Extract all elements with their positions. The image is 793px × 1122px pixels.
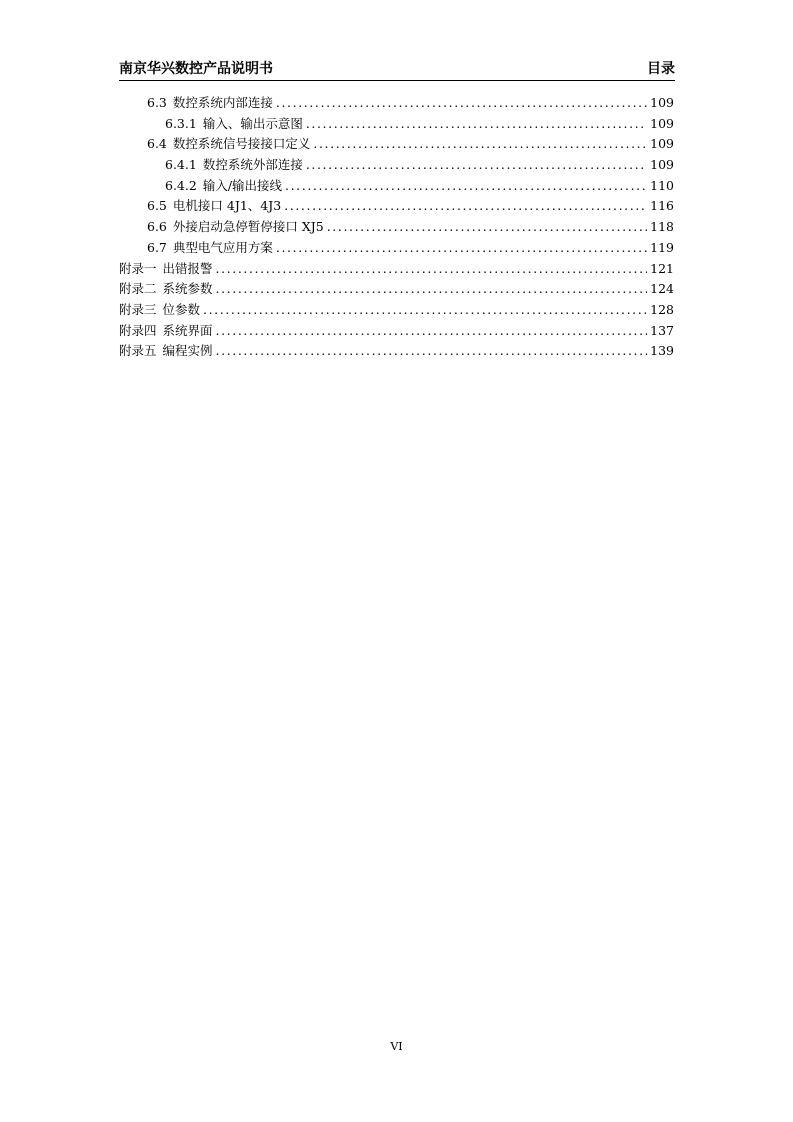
toc-entry-number: 附录二 xyxy=(119,281,157,297)
toc-entry[interactable] xyxy=(119,259,674,280)
toc-dot-leader xyxy=(216,321,648,342)
toc-entry-page: 116 xyxy=(650,198,674,214)
toc-entry-number: 6.5 xyxy=(147,198,167,214)
toc-entry-page: 109 xyxy=(650,157,674,173)
toc-entry-title: 数控系统信号接接口定义 xyxy=(172,136,311,152)
toc-entry-title: 出错报警 xyxy=(162,260,213,276)
toc-entry-page: 124 xyxy=(650,281,674,297)
toc-entry-title: 系统界面 xyxy=(162,322,213,338)
toc-entry-number: 附录一 xyxy=(119,260,157,276)
toc-entry-title: 编程实例 xyxy=(162,343,213,359)
toc-entry-title: 输入、输出示意图 xyxy=(202,115,303,131)
toc-entry-page: 109 xyxy=(650,115,674,131)
toc-dot-leader xyxy=(216,279,648,300)
toc-entry[interactable] xyxy=(119,196,674,217)
toc-entry-number: 6.7 xyxy=(147,239,167,255)
toc-dot-leader xyxy=(313,134,647,155)
toc-entry-title: 位参数 xyxy=(162,301,201,317)
toc-entry-title: 典型电气应用方案 xyxy=(172,239,273,255)
toc-entry[interactable] xyxy=(119,300,674,321)
toc-dot-leader xyxy=(306,114,647,135)
toc-entry-number: 6.3 xyxy=(147,95,167,110)
toc-entry-title: 电机接口 4J1、4J3 xyxy=(172,198,282,214)
section-title: 目录 xyxy=(647,61,675,77)
toc-entry-number: 附录五 xyxy=(119,343,157,359)
toc-entry[interactable] xyxy=(119,321,674,342)
toc-dot-leader xyxy=(306,155,647,176)
page-footer xyxy=(0,1040,793,1054)
toc-entry-page: 121 xyxy=(650,260,674,276)
toc-dot-leader xyxy=(203,300,647,321)
toc-dot-leader xyxy=(216,259,648,280)
toc-entry-page: 128 xyxy=(650,301,674,317)
toc-entry[interactable] xyxy=(119,279,674,300)
toc-entry-number: 附录四 xyxy=(119,322,157,338)
page-number: VI xyxy=(390,1040,403,1053)
toc-entry[interactable] xyxy=(119,114,674,135)
toc-entry-number: 附录三 xyxy=(119,301,157,317)
toc-entry[interactable] xyxy=(119,341,674,362)
toc-entry-title: 数控系统内部连接 xyxy=(172,95,273,110)
toc-entry-page: 118 xyxy=(650,219,674,235)
toc-entry[interactable] xyxy=(119,155,674,176)
toc-entry-title: 输入/输出接线 xyxy=(202,177,283,193)
document-title: 南京华兴数控产品说明书 xyxy=(119,61,273,77)
toc-entry-number: 6.4.2 xyxy=(165,177,197,193)
toc-entry-title: 外接启动急停暂停接口 XJ5 xyxy=(172,219,324,235)
page-header xyxy=(119,58,675,81)
toc-entry[interactable] xyxy=(119,217,674,238)
toc-dot-leader xyxy=(327,217,647,238)
toc-entry-title: 系统参数 xyxy=(162,281,213,297)
toc-entry[interactable] xyxy=(119,238,674,259)
toc-entry[interactable] xyxy=(119,134,674,155)
toc-dot-leader xyxy=(276,238,647,259)
toc-entry-number: 6.6 xyxy=(147,219,167,235)
toc-dot-leader xyxy=(216,341,648,362)
toc-entry[interactable] xyxy=(119,176,674,197)
table-of-contents xyxy=(119,93,674,362)
toc-entry-page: 109 xyxy=(650,136,674,152)
toc-dot-leader xyxy=(276,93,647,114)
toc-entry-page: 109 xyxy=(650,95,674,110)
toc-entry-page: 119 xyxy=(650,239,674,255)
toc-entry-page: 137 xyxy=(650,322,674,338)
toc-entry-page: 110 xyxy=(650,177,674,193)
toc-entry-number: 6.4 xyxy=(147,136,167,152)
toc-entry[interactable] xyxy=(119,93,674,114)
toc-dot-leader xyxy=(285,176,647,197)
toc-entry-title: 数控系统外部连接 xyxy=(202,157,303,173)
toc-dot-leader xyxy=(284,196,647,217)
toc-entry-number: 6.4.1 xyxy=(165,157,197,173)
toc-entry-page: 139 xyxy=(650,343,674,359)
toc-entry-number: 6.3.1 xyxy=(165,115,197,131)
